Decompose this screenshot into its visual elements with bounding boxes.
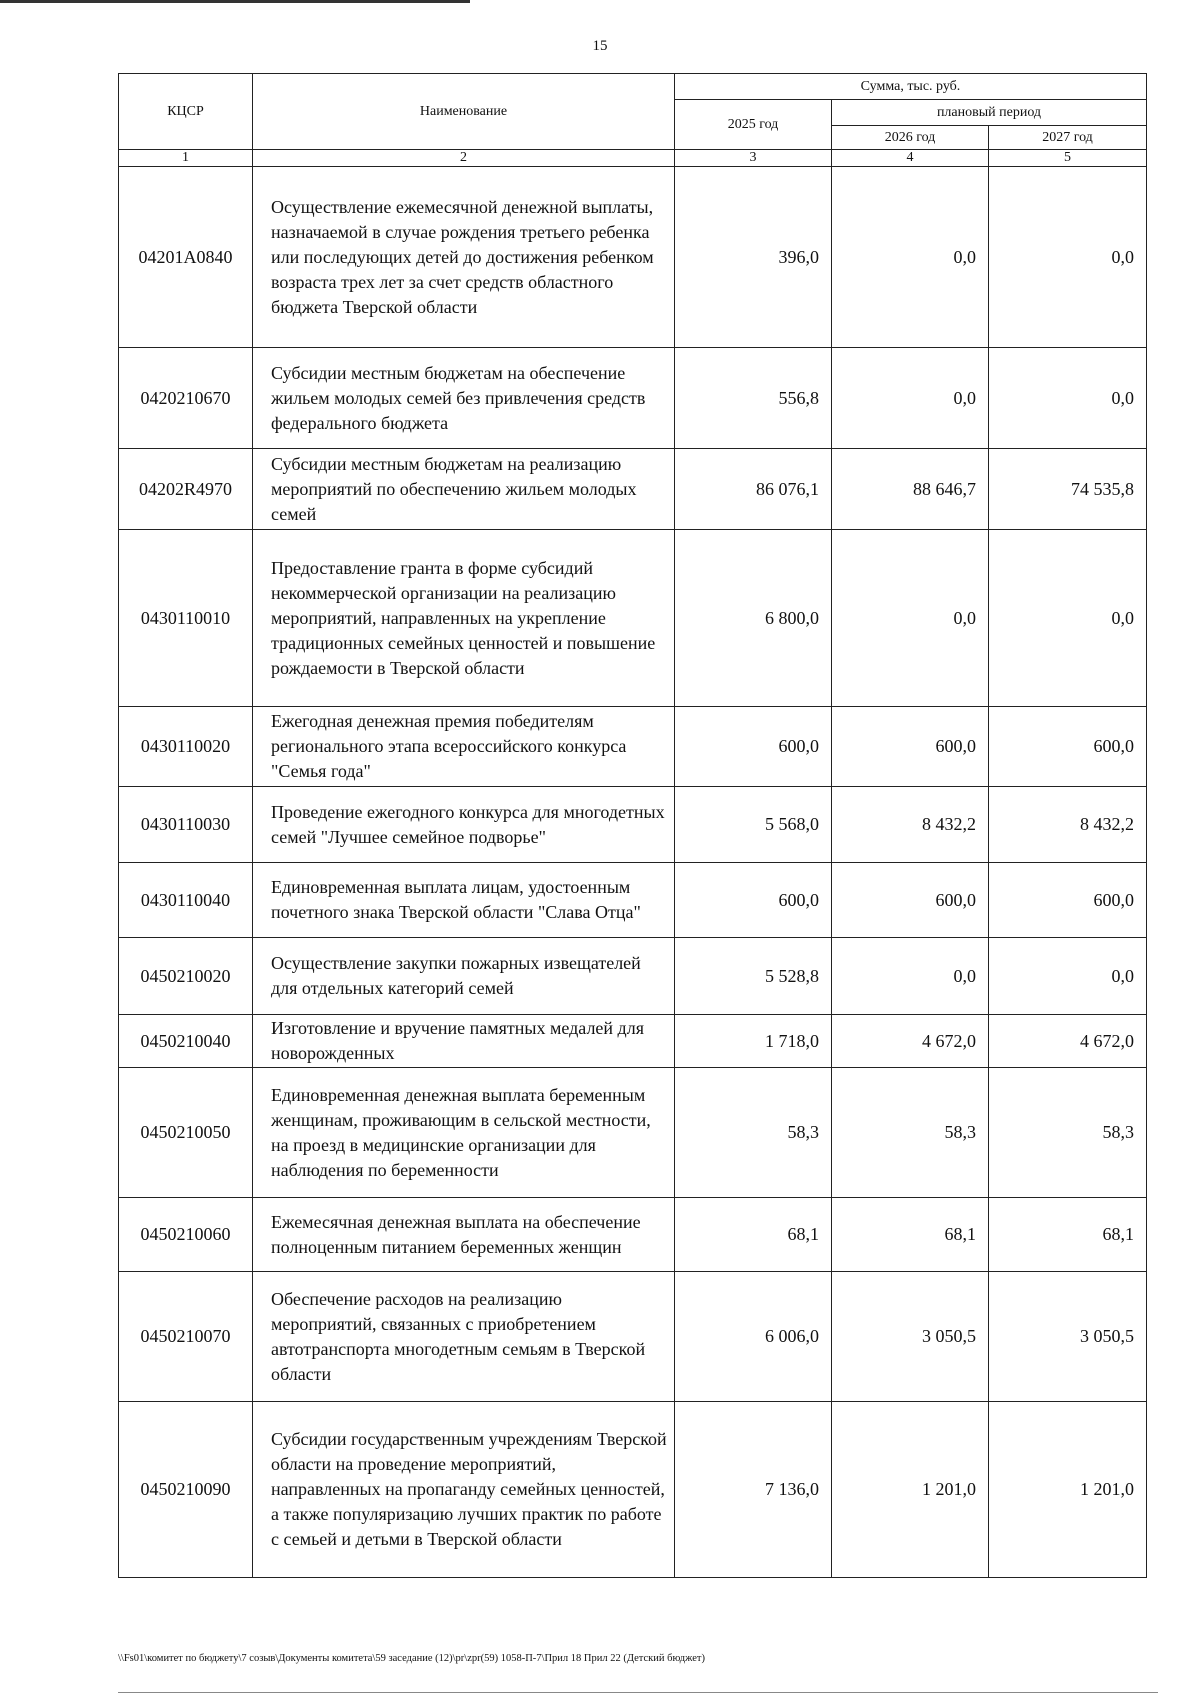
row-amount-2025: 600,0 — [675, 707, 832, 787]
row-amount-2025: 6 800,0 — [675, 530, 832, 707]
row-amount-2026: 0,0 — [832, 167, 989, 348]
row-name: Ежемесячная денежная выплата на обеспечение полноценным питанием беременных женщин — [253, 1198, 675, 1272]
footer-file-path: \\Fs01\комитет по бюджету\7 созыв\Документы комитета\59 заседание (12)\pr\zpr(59) 1058-П-7\Прил 18 Прил 22 (Детский бюджет) — [118, 1653, 706, 1664]
row-name: Единовременная денежная выплата беременным женщинам, проживающим в сельской местности, на проезд в медицинские организации для наблюдения по беременности — [253, 1068, 675, 1198]
row-code: 0420210670 — [119, 348, 253, 449]
table-row — [119, 348, 1147, 449]
table-row — [119, 449, 1147, 530]
row-amount-2027: 68,1 — [989, 1198, 1147, 1272]
row-amount-2026: 88 646,7 — [832, 449, 989, 530]
row-name: Осуществление закупки пожарных извещателей для отдельных категорий семей — [253, 938, 675, 1015]
table-row — [119, 707, 1147, 787]
row-amount-2027: 58,3 — [989, 1068, 1147, 1198]
row-name: Субсидии местным бюджетам на обеспечение жильем молодых семей без привлечения средств федерального бюджета — [253, 348, 675, 449]
row-code: 0450210050 — [119, 1068, 253, 1198]
row-amount-2026: 600,0 — [832, 863, 989, 938]
row-amount-2027: 0,0 — [989, 348, 1147, 449]
row-amount-2025: 58,3 — [675, 1068, 832, 1198]
header-planned-period: плановый период — [832, 100, 1147, 126]
row-code: 04201A0840 — [119, 167, 253, 348]
row-amount-2025: 600,0 — [675, 863, 832, 938]
row-amount-2027: 600,0 — [989, 863, 1147, 938]
row-amount-2027: 1 201,0 — [989, 1402, 1147, 1578]
row-amount-2025: 68,1 — [675, 1198, 832, 1272]
row-name: Субсидии местным бюджетам на реализацию мероприятий по обеспечению жильем молодых семей — [253, 449, 675, 530]
row-code: 04202R4970 — [119, 449, 253, 530]
row-amount-2027: 4 672,0 — [989, 1015, 1147, 1068]
row-amount-2027: 0,0 — [989, 530, 1147, 707]
header-year-2027: 2027 год — [989, 126, 1147, 150]
row-amount-2027: 3 050,5 — [989, 1272, 1147, 1402]
table-row — [119, 863, 1147, 938]
row-amount-2025: 396,0 — [675, 167, 832, 348]
column-number: 1 — [119, 150, 253, 167]
row-name: Предоставление гранта в форме субсидий некоммерческой организации на реализацию мероприятий, направленных на укрепление традиционных семейных ценностей и повышение рождаемости в Тверской области — [253, 530, 675, 707]
row-amount-2027: 600,0 — [989, 707, 1147, 787]
row-code: 0450210070 — [119, 1272, 253, 1402]
table-row — [119, 1015, 1147, 1068]
row-amount-2027: 0,0 — [989, 938, 1147, 1015]
row-amount-2027: 8 432,2 — [989, 787, 1147, 863]
column-number: 5 — [989, 150, 1147, 167]
column-number: 2 — [253, 150, 675, 167]
page-number: 15 — [592, 38, 608, 54]
row-amount-2026: 0,0 — [832, 938, 989, 1015]
table-row — [119, 938, 1147, 1015]
table-row — [119, 530, 1147, 707]
header-sum: Сумма, тыс. руб. — [675, 74, 1147, 100]
row-code: 0450210090 — [119, 1402, 253, 1578]
row-amount-2026: 58,3 — [832, 1068, 989, 1198]
row-amount-2025: 7 136,0 — [675, 1402, 832, 1578]
top-scan-line — [0, 0, 470, 3]
row-name: Проведение ежегодного конкурса для многодетных семей "Лучшее семейное подворье" — [253, 787, 675, 863]
row-amount-2026: 8 432,2 — [832, 787, 989, 863]
row-code: 0430110040 — [119, 863, 253, 938]
row-amount-2025: 1 718,0 — [675, 1015, 832, 1068]
row-name: Изготовление и вручение памятных медалей для новорожденных — [253, 1015, 675, 1068]
row-amount-2025: 5 568,0 — [675, 787, 832, 863]
row-amount-2026: 1 201,0 — [832, 1402, 989, 1578]
column-number: 4 — [832, 150, 989, 167]
row-amount-2026: 600,0 — [832, 707, 989, 787]
table-row — [119, 1402, 1147, 1578]
row-amount-2026: 0,0 — [832, 530, 989, 707]
column-number: 3 — [675, 150, 832, 167]
budget-table — [118, 73, 1147, 1578]
row-amount-2025: 556,8 — [675, 348, 832, 449]
column-number-row — [119, 150, 1147, 167]
table-row — [119, 167, 1147, 348]
row-code: 0430110010 — [119, 530, 253, 707]
row-code: 0450210020 — [119, 938, 253, 1015]
row-name: Ежегодная денежная премия победителям регионального этапа всероссийского конкурса "Семья года" — [253, 707, 675, 787]
header-code: КЦСР — [119, 74, 253, 150]
row-amount-2026: 4 672,0 — [832, 1015, 989, 1068]
row-code: 0450210060 — [119, 1198, 253, 1272]
header-name: Наименование — [253, 74, 675, 150]
row-code: 0450210040 — [119, 1015, 253, 1068]
row-amount-2026: 68,1 — [832, 1198, 989, 1272]
table-row — [119, 1068, 1147, 1198]
row-code: 0430110030 — [119, 787, 253, 863]
row-code: 0430110020 — [119, 707, 253, 787]
bottom-scan-line — [118, 1692, 1158, 1693]
row-amount-2027: 74 535,8 — [989, 449, 1147, 530]
row-name: Единовременная выплата лицам, удостоенным почетного знака Тверской области "Слава Отца" — [253, 863, 675, 938]
row-name: Обеспечение расходов на реализацию мероприятий, связанных с приобретением автотранспорта многодетным семьям в Тверской области — [253, 1272, 675, 1402]
row-amount-2026: 3 050,5 — [832, 1272, 989, 1402]
row-amount-2025: 86 076,1 — [675, 449, 832, 530]
header-year-2025: 2025 год — [675, 100, 832, 150]
row-name: Осуществление ежемесячной денежной выплаты, назначаемой в случае рождения третьего ребенка или последующих детей до достижения ребенком возраста трех лет за счет средств областного бюджета Тверской области — [253, 167, 675, 348]
row-name: Субсидии государственным учреждениям Тверской области на проведение мероприятий, направленных на пропаганду семейных ценностей, а также популяризацию лучших практик по работе с семьей и детьми в Тверской области — [253, 1402, 675, 1578]
table-row — [119, 787, 1147, 863]
table-row — [119, 1198, 1147, 1272]
header-year-2026: 2026 год — [832, 126, 989, 150]
row-amount-2027: 0,0 — [989, 167, 1147, 348]
row-amount-2025: 5 528,8 — [675, 938, 832, 1015]
table-row — [119, 1272, 1147, 1402]
row-amount-2026: 0,0 — [832, 348, 989, 449]
row-amount-2025: 6 006,0 — [675, 1272, 832, 1402]
